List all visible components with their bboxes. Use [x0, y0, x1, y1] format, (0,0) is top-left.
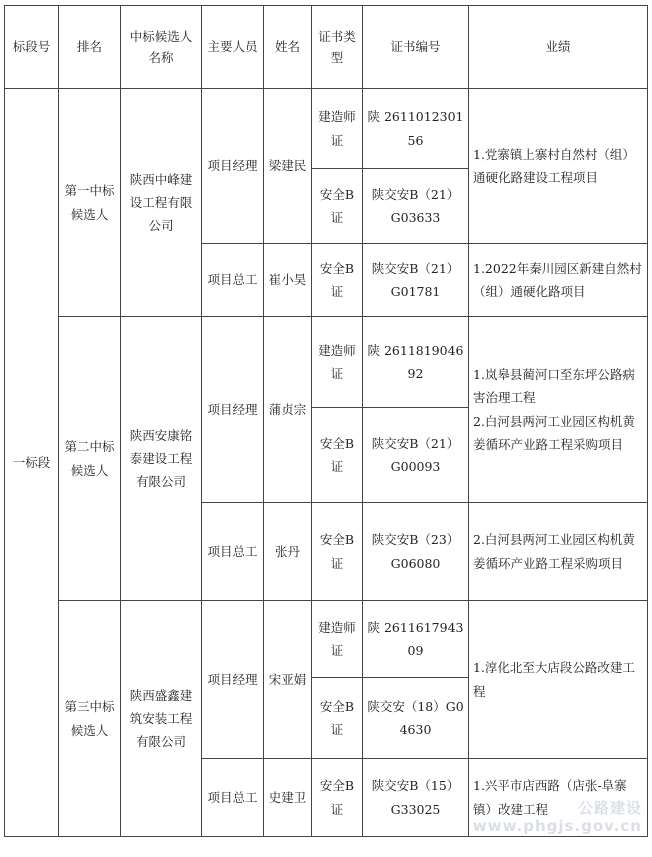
- cert-type-cell: 安全B证: [312, 244, 363, 317]
- cert-number-cell: 陕交安B（21）G00093: [363, 408, 469, 503]
- cert-type-cell: 安全B证: [312, 408, 363, 503]
- cert-type-cell: 建造师证: [312, 89, 363, 169]
- person-name-cell: 张丹: [264, 503, 312, 601]
- header-cert-number: 证书编号: [363, 6, 469, 89]
- performance-cell: [469, 601, 648, 759]
- performance-cell: [469, 317, 648, 503]
- person-name-cell: 史建卫: [264, 759, 312, 837]
- person-name-cell: 宋亚娟: [264, 601, 312, 759]
- cert-type-cell: 建造师证: [312, 317, 363, 408]
- performance-line: 1.淳化北至大店段公路改建工程: [473, 660, 635, 699]
- role-cell: 项目总工: [202, 244, 264, 317]
- cert-number-cell: 陕交安（18）G04630: [363, 678, 469, 759]
- header-name: 姓名: [264, 6, 312, 89]
- performance-cell: [469, 89, 648, 244]
- performance-line: 2.白河县两河工业园区构机黄姜循环产业路工程采购项目: [473, 413, 635, 452]
- cert-number-cell: 陕 261181904692: [363, 317, 469, 408]
- table-row: [5, 601, 648, 678]
- rank-cell: 第一中标候选人: [59, 89, 121, 317]
- header-performance: 业绩: [469, 6, 648, 89]
- role-cell: 项目经理: [202, 317, 264, 503]
- role-cell: 项目总工: [202, 759, 264, 837]
- performance-line: 1.岚皋县蔺河口至东坪公路病害治理工程: [473, 367, 635, 406]
- header-row: [5, 6, 648, 89]
- role-cell: 项目经理: [202, 89, 264, 244]
- performance-line: 2.白河县两河工业园区构机黄姜循环产业路工程采购项目: [473, 532, 635, 571]
- watermark-title: 公路建设: [577, 799, 642, 817]
- watermark-url: www.phgjs.gov.cn: [472, 817, 642, 835]
- header-role: 主要人员: [202, 6, 264, 89]
- company-cell: 陕西盛鑫建筑安装工程有限公司: [121, 601, 202, 837]
- performance-line: 1.兴平市店西路（店张-阜寨镇）改建工程: [473, 778, 627, 817]
- role-cell: 项目总工: [202, 503, 264, 601]
- table-row: [5, 317, 648, 408]
- company-cell: 陕西安康铭泰建设工程有限公司: [121, 317, 202, 601]
- performance-cell: [469, 503, 648, 601]
- cert-type-cell: 安全B证: [312, 678, 363, 759]
- cert-type-cell: 安全B证: [312, 759, 363, 837]
- header-segment: 标段号: [5, 6, 59, 89]
- cert-type-cell: 安全B证: [312, 503, 363, 601]
- role-cell: 项目经理: [202, 601, 264, 759]
- cert-number-cell: 陕 261161794309: [363, 601, 469, 678]
- rank-cell: 第三中标候选人: [59, 601, 121, 837]
- performance-line: 1.2022年秦川园区新建自然村（组）通硬化路项目: [473, 260, 642, 299]
- cert-number-cell: 陕交安B（15）G33025: [363, 759, 469, 837]
- header-cert-type: 证书类型: [312, 6, 363, 89]
- cert-type-cell: 安全B证: [312, 169, 363, 244]
- header-company: 中标候选人名称: [121, 6, 202, 89]
- cert-number-cell: 陕交安B（21）G01781: [363, 244, 469, 317]
- cert-number-cell: 陕 261101230156: [363, 89, 469, 169]
- performance-cell: [469, 244, 648, 317]
- company-cell: 陕西中峰建设工程有限公司: [121, 89, 202, 317]
- performance-cell: [469, 759, 648, 837]
- person-name-cell: 崔小昊: [264, 244, 312, 317]
- performance-line: 1.党寨镇上寨村自然村（组）通硬化路建设工程项目: [473, 146, 635, 185]
- table-row: [5, 89, 648, 169]
- cert-number-cell: 陕交安B（23）G06080: [363, 503, 469, 601]
- segment-cell: 一标段: [5, 89, 59, 837]
- bid-candidates-table: [4, 5, 648, 837]
- rank-cell: 第二中标候选人: [59, 317, 121, 601]
- cert-number-cell: 陕交安B（21）G03633: [363, 169, 469, 244]
- cert-type-cell: 建造师证: [312, 601, 363, 678]
- header-rank: 排名: [59, 6, 121, 89]
- person-name-cell: 蒲贞宗: [264, 317, 312, 503]
- person-name-cell: 梁建民: [264, 89, 312, 244]
